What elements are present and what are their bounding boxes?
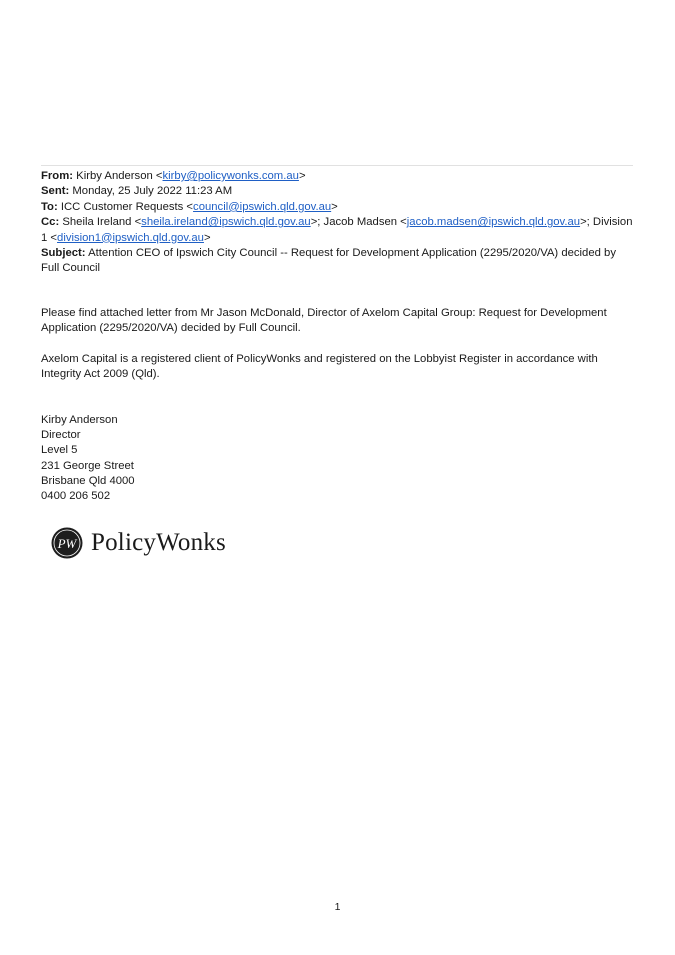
cc-label: Cc: bbox=[41, 216, 60, 229]
body-paragraph-1: Please find attached letter from Mr Jason McDonald, Director of Axelom Capital Group: Request for Development Application (2295/2020/VA) decided by Full Council. bbox=[41, 307, 607, 335]
email-body bbox=[41, 306, 633, 398]
from-name: Kirby Anderson < bbox=[76, 170, 163, 182]
from-close: > bbox=[298, 170, 306, 182]
sent-label: Sent: bbox=[41, 185, 70, 198]
from-line bbox=[41, 169, 633, 184]
subject-value: Attention CEO of Ipswich City Council -- Request for Development Application (2295/2020/VA) decided by Full Council bbox=[41, 247, 616, 275]
cc2-email-link[interactable]: jacob.madsen@ipswich.qld.gov.au bbox=[406, 216, 581, 229]
to-label: To: bbox=[41, 200, 58, 213]
sent-line bbox=[41, 184, 633, 199]
pw-monogram-text: PW bbox=[57, 536, 77, 551]
cc3-email-link[interactable]: division1@ipswich.qld.gov.au bbox=[57, 231, 204, 244]
signature-name: Kirby Anderson bbox=[41, 414, 118, 426]
cc1-email-link[interactable]: sheila.ireland@ipswich.qld.gov.au bbox=[141, 216, 311, 229]
cc2-name: >; Jacob Madsen < bbox=[310, 216, 407, 229]
signature-address-1: Level 5 bbox=[41, 444, 78, 457]
sent-value: Monday, 25 July 2022 11:23 AM bbox=[72, 185, 233, 198]
subject-label: Subject: bbox=[41, 247, 86, 260]
to-name: ICC Customer Requests < bbox=[60, 200, 194, 213]
cc-close: > bbox=[203, 231, 211, 244]
to-line bbox=[41, 200, 633, 215]
pw-monogram-icon bbox=[51, 527, 83, 559]
from-label: From: bbox=[41, 170, 74, 182]
signature-phone: 0400 206 502 bbox=[41, 490, 111, 503]
email-headers bbox=[41, 169, 633, 277]
logo-wordmark: PolicyWonks bbox=[91, 529, 226, 556]
to-email-link[interactable]: council@ipswich.qld.gov.au bbox=[193, 200, 332, 213]
cc3-name: >; Division 1 < bbox=[41, 216, 633, 244]
signature-address-2: 231 George Street bbox=[41, 459, 134, 472]
policywonks-logo bbox=[51, 526, 226, 560]
body-paragraph-2: Axelom Capital is a registered client of PolicyWonks and registered on the Lobbyist Register in accordance with Integrity Act 2009 (Qld). bbox=[41, 352, 598, 381]
cc1-name: Sheila Ireland < bbox=[62, 216, 142, 229]
from-email-link[interactable]: kirby@policywonks.com.au bbox=[162, 170, 299, 182]
signature-title: Director bbox=[41, 429, 81, 442]
cc-line bbox=[41, 215, 633, 246]
to-close: > bbox=[331, 200, 338, 213]
page-number: 1 bbox=[334, 901, 341, 913]
signature-block bbox=[41, 413, 341, 504]
subject-line bbox=[41, 246, 633, 277]
header-divider bbox=[41, 165, 633, 166]
signature-address-3: Brisbane Qld 4000 bbox=[41, 474, 135, 487]
